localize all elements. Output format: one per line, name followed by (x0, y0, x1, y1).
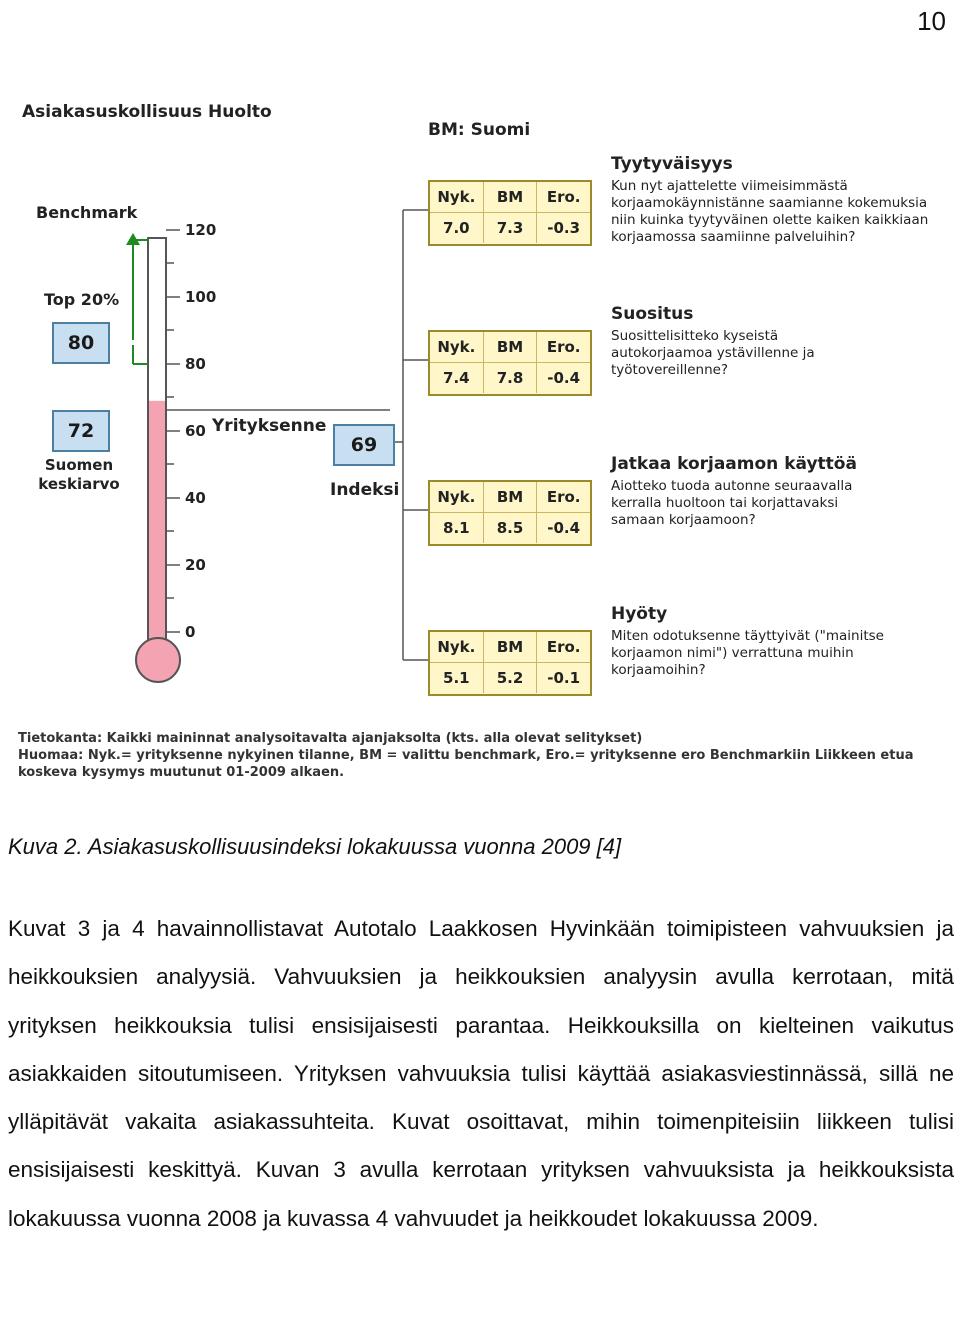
value-cell: 8.1 (443, 519, 470, 537)
question-text: Suosittelisitteko kyseistä autokorjaamoa ystävillenne ja työtovereillenne? (611, 328, 815, 378)
value-cell: 7.3 (483, 213, 537, 243)
value-cell: 8.5 (483, 513, 537, 543)
page-number: 10 (917, 6, 946, 36)
benchmark-label: Benchmark (36, 203, 138, 222)
value-cell: 5.1 (443, 669, 470, 687)
scale-ticks (166, 230, 180, 632)
value-cell: 5.2 (483, 663, 537, 693)
figure-footnote (18, 730, 913, 781)
value-cell: 7.0 (443, 219, 470, 237)
value-cell: 7.4 (443, 369, 470, 387)
average-label: Suomen keskiarvo (38, 456, 120, 493)
question-block (611, 604, 911, 679)
index-label: Indeksi (330, 480, 400, 500)
footnote-line: Huomaa: Nyk.= yrityksenne nykyinen tilanne, BM = valittu benchmark, Ero.= yrityksenne ero Benchmarkiin Liikkeen etua (18, 748, 914, 763)
average-value-box: 72 (52, 410, 110, 452)
scale-tick-label: 20 (185, 556, 206, 574)
header-cell: Ero. (536, 182, 590, 212)
footnote-line: Tietokanta: Kaikki maininnat analysoitavalta ajanjaksolta (kts. alla olevat selitykset) (18, 731, 643, 746)
company-label: Yrityksenne (212, 416, 327, 436)
question-title: Jatkaa korjaamon käyttöä (611, 454, 857, 474)
benchmark-arrow (133, 240, 148, 364)
index-value-box: 69 (333, 424, 395, 466)
loyalty-figure (0, 90, 960, 790)
question-text: Miten odotuksenne täyttyivät ("mainitse korjaamon nimi") verrattuna muihin korjaamoihin? (611, 628, 884, 678)
tree-connectors (403, 210, 428, 660)
header-cell: Nyk. (437, 638, 476, 656)
value-cell: -0.4 (536, 363, 590, 393)
header-cell: Nyk. (437, 488, 476, 506)
value-cell: -0.3 (536, 213, 590, 243)
bm-label: BM: Suomi (428, 120, 531, 140)
value-cell: -0.4 (536, 513, 590, 543)
question-table-benefit (428, 630, 592, 696)
header-cell: BM (483, 182, 537, 212)
question-table-satisfaction (428, 180, 592, 246)
question-text: Kun nyt ajattelette viimeisimmästä korjaamokäynnistänne saamianne kokemuksia niin kuinka tyytyväinen olette kaiken kaikkiaan korjaamossa saamiinne palveluihin? (611, 178, 929, 245)
question-title: Tyytyväisyys (611, 154, 733, 174)
footnote-line: koskeva kysymys muutunut 01-2009 alkaen. (18, 765, 345, 780)
question-block (611, 154, 931, 246)
scale-tick-label: 80 (185, 355, 206, 373)
question-table-continue (428, 480, 592, 546)
header-cell: Ero. (536, 632, 590, 662)
question-title: Hyöty (611, 604, 668, 624)
scale-tick-label: 120 (185, 221, 217, 239)
top20-value-box: 80 (52, 322, 110, 364)
value-cell: 7.8 (483, 363, 537, 393)
header-cell: BM (483, 632, 537, 662)
header-cell: BM (483, 332, 537, 362)
question-block (611, 304, 851, 379)
value-cell: -0.1 (536, 663, 590, 693)
header-cell: Nyk. (437, 338, 476, 356)
thermometer-bulb (136, 638, 180, 682)
scale-tick-label: 100 (185, 288, 217, 306)
paragraph-text: Kuvat 3 ja 4 havainnollistavat Autotalo Laakkosen Hyvinkään toimipisteen vahvuuksien ja heikkouksien analyysiä. Vahvuuksien ja heikkouksien analyysin avulla kerrotaan, mitä yrityksen heikkouksia tulisi ensisijaisesti parantaa. Heikkouksilla on kielteinen vaikutus asiakkaiden sitoutumiseen. Yrityksen vahvuuksia tulisi käyttää asiakasviestinnässä, sillä ne ylläpitävät vakaita asiakassuhteita. Kuvat osoittavat, mihin toimenpiteisiin liikkeen tulisi ensisijaisesti keskittyä. Kuvan 3 avulla kerrotaan yrityksen vahvuuksista ja heikkouksista lokakuussa vuonna 2008 ja kuvassa 4 vahvuudet ja heikkoudet lokakuussa 2009. (8, 916, 954, 1231)
scale-tick-label: 60 (185, 422, 206, 440)
scale-tick-label: 40 (185, 489, 206, 507)
header-cell: Ero. (536, 482, 590, 512)
top20-label: Top 20% (44, 290, 120, 309)
body-paragraph (8, 905, 954, 1243)
question-text: Aiotteko tuoda autonne seuraavalla kerralla huoltoon tai korjattavaksi samaan korjaamoon? (611, 478, 853, 528)
question-block (611, 454, 891, 529)
thermometer-fill (149, 401, 165, 650)
question-table-recommendation (428, 330, 592, 396)
figure-title: Asiakasuskollisuus Huolto (22, 102, 272, 122)
scale-tick-label: 0 (185, 623, 196, 641)
question-title: Suositus (611, 304, 694, 324)
header-cell: Nyk. (437, 188, 476, 206)
header-cell: BM (483, 482, 537, 512)
figure-caption: Kuva 2. Asiakasuskollisuusindeksi lokakuussa vuonna 2009 [4] (8, 834, 622, 859)
header-cell: Ero. (536, 332, 590, 362)
